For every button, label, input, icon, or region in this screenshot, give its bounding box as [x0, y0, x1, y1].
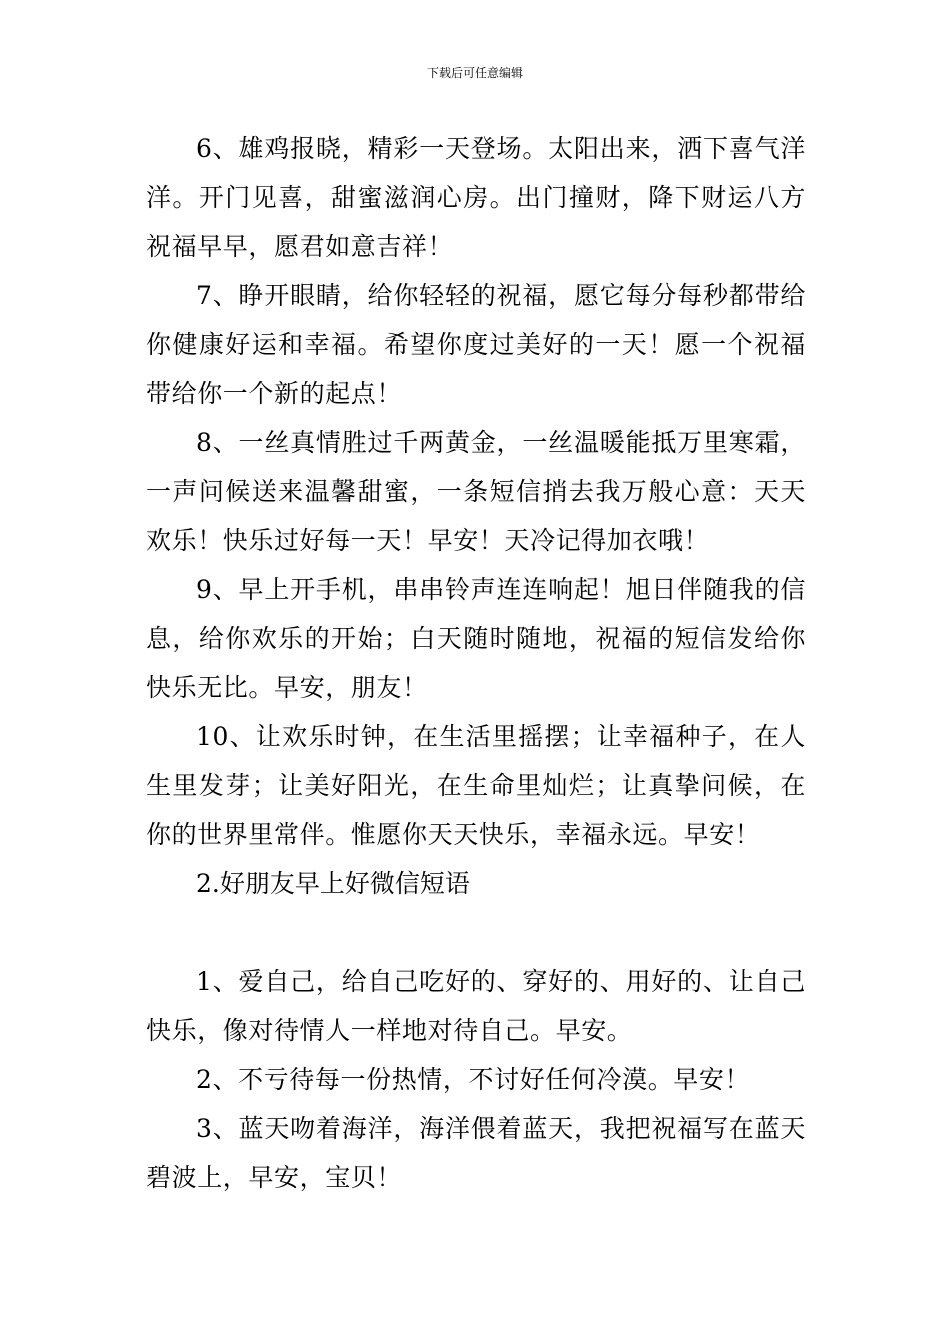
paragraph-10: 10、让欢乐时钟，在生活里摇摆；让幸福种子，在人生里发芽；让美好阳光，在生命里灿烂；让真挚问候，在你的世界里常伴。惟愿你天天快乐，幸福永远。早安！: [146, 722, 806, 849]
paragraph-b2: 2、不亏待每一份热情，不讨好任何冷漠。早安！: [196, 1065, 751, 1094]
section-heading: 2.好朋友早上好微信短语: [196, 869, 470, 898]
document-body: [146, 124, 806, 1202]
paragraph-6: 6、雄鸡报晓，精彩一天登场。太阳出来，洒下喜气洋洋。开门见喜，甜蜜滋润心房。出门撞财，降下财运八方祝福早早，愿君如意吉祥！: [146, 134, 806, 261]
paragraph-7: 7、睁开眼睛，给你轻轻的祝福，愿它每分每秒都带给你健康好运和幸福。希望你度过美好的一天！愿一个祝福带给你一个新的起点！: [146, 281, 806, 408]
section-spacer: [146, 908, 806, 957]
paragraph-8: 8、一丝真情胜过千两黄金，一丝温暖能抵万里寒霜，一声问候送来温馨甜蜜，一条短信捎去我万般心意：天天欢乐！快乐过好每一天！早安！天冷记得加衣哦！: [146, 428, 806, 555]
page-header: 下载后可任意编辑: [426, 66, 523, 80]
paragraph-b1: 1、爱自己，给自己吃好的、穿好的、用好的、让自己快乐，像对待情人一样地对待自己。早安。: [146, 967, 806, 1045]
paragraph-9: 9、早上开手机，串串铃声连连响起！旭日伴随我的信息，给你欢乐的开始；白天随时随地，祝福的短信发给你快乐无比。早安，朋友！: [146, 575, 806, 702]
paragraph-b3: 3、蓝天吻着海洋，海洋偎着蓝天，我把祝福写在蓝天碧波上，早安，宝贝！: [146, 1114, 806, 1192]
